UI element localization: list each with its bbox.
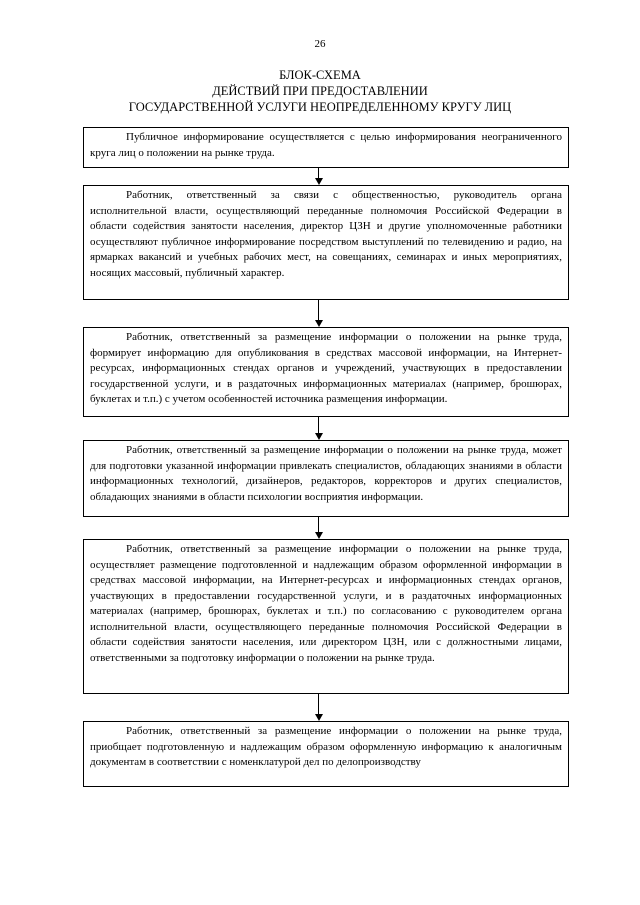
flow-arrow-4	[312, 517, 326, 539]
flow-step-4: Работник, ответственный за размещение информации о положении на рынке труда, может для подготовки указанной информации привлекать специалистов, обладающих знаниями в области информационных технологий, дизайнеров, редакторов, корректоров и других специалистов, обладающих знаниями в области психологии восприятия информации.	[83, 440, 569, 517]
flow-step-2: Работник, ответственный за связи с общественностью, руководитель органа исполнительной власти, осуществляющий переданные полномочия Российской Федерации в области содействия занятости населения, директор ЦЗН и другие уполномоченные работники осуществляют публичное информирование посредством выступлений по телевидению и радио, на ярмарках вакансий и учебных рабочих мест, на совещаниях, семинарах и иных мероприятиях, носящих массовый, публичный характер.	[83, 185, 569, 300]
title-line-1: БЛОК-СХЕМА	[279, 68, 361, 82]
flowchart-title	[60, 67, 580, 115]
flow-arrow-3	[312, 417, 326, 440]
title-line-3: ГОСУДАРСТВЕННОЙ УСЛУГИ НЕОПРЕДЕЛЕННОМУ КРУГУ ЛИЦ	[128, 100, 512, 114]
flow-step-6: Работник, ответственный за размещение информации о положении на рынке труда, приобщает подготовленную и надлежащим образом оформленную информацию к аналогичным документам в соответствии с номенклатурой дел по делопроизводству	[83, 721, 569, 787]
page-number: 26	[314, 38, 326, 50]
title-line-2: ДЕЙСТВИЙ ПРИ ПРЕДОСТАВЛЕНИИ	[212, 84, 428, 98]
flow-arrow-2	[312, 300, 326, 327]
flow-step-1: Публичное информирование осуществляется с целью информирования неограниченного круга лиц о положении на рынке труда.	[83, 127, 569, 168]
flow-step-3: Работник, ответственный за размещение информации о положении на рынке труда, формирует информацию для опубликования в средствах массовой информации, на Интернет-ресурсах, информационных стендах органов и учреждений, участвующих в предоставлении государственной услуги, и в раздаточных информационных материалах (например, брошюрах, буклетах и т.п.) с учетом особенностей источника размещения информации.	[83, 327, 569, 417]
flow-step-5: Работник, ответственный за размещение информации о положении на рынке труда, осуществляет размещение подготовленной и надлежащим образом оформленной информации в средствах массовой информации, на Интернет-ресурсах и информационных стендах органов, участвующих в предоставлении государственной услуги, и в раздаточных информационных материалах (например, брошюрах, буклетах и т.п.) по согласованию с руководителем органа исполнительной власти, осуществляющего переданные полномочия Российской Федерации в области содействия занятости населения, или директором ЦЗН, или с должностными лицами, ответственными за подготовку информации о положении на рынке труда.	[83, 539, 569, 694]
flow-arrow-1	[312, 168, 326, 185]
flow-arrow-5	[312, 694, 326, 721]
